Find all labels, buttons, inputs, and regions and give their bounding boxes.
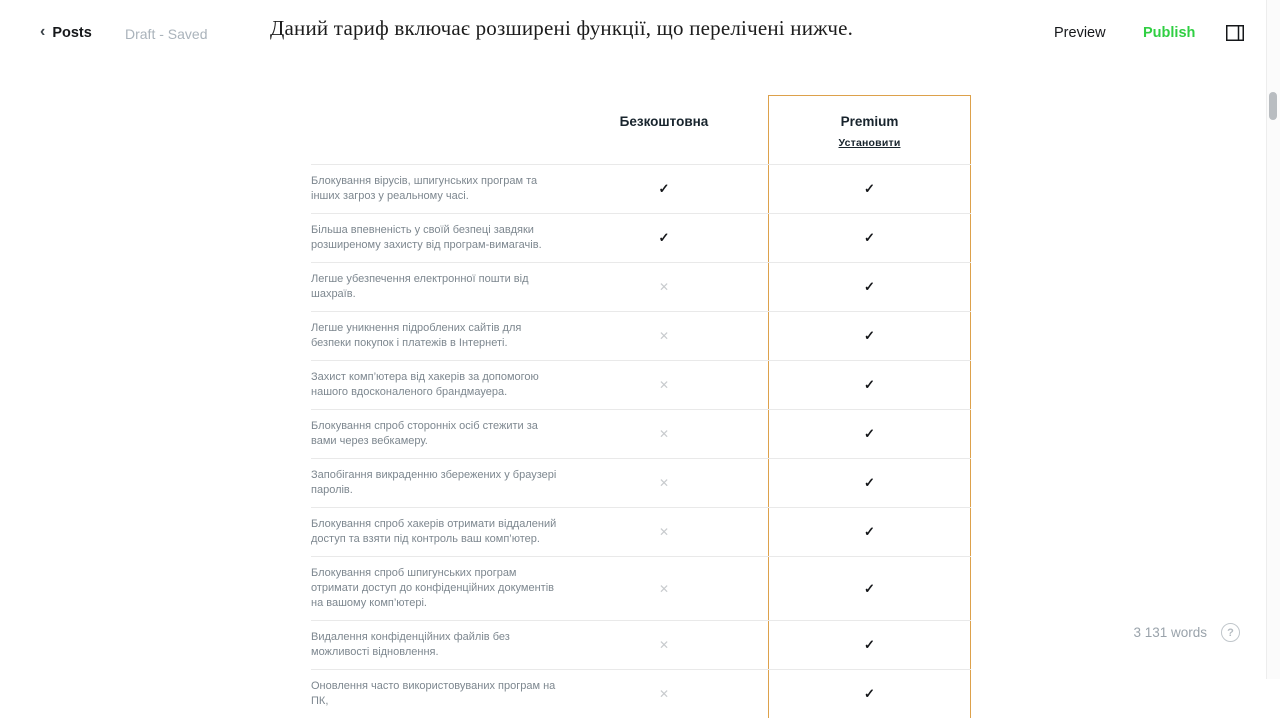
feature-description: Оновлення часто використовуваних програм на ПК, (311, 680, 556, 707)
premium-column-header (768, 95, 971, 164)
free-plan-mark-icon: ✕ (658, 638, 670, 652)
draft-status: Draft - Saved (125, 26, 208, 42)
feature-description: Легше убезпечення електронної пошти від шахраїв. (311, 273, 529, 300)
feature-description: Більша впевненість у своїй безпеці завдяки розширеному захисту від програм-вимагачів. (311, 224, 542, 251)
premium-plan-mark-icon: ✓ (864, 686, 875, 701)
free-plan-mark-icon: ✕ (658, 329, 670, 343)
premium-plan-mark-icon: ✓ (864, 328, 875, 343)
premium-plan-cell (768, 621, 971, 669)
install-link[interactable]: Установити (838, 137, 901, 149)
premium-plan-cell (768, 263, 971, 311)
premium-plan-mark-icon: ✓ (864, 279, 875, 294)
free-plan-mark-icon: ✕ (658, 581, 670, 596)
feature-description: Блокування спроб сторонніх осіб стежити за вами через вебкамеру. (311, 420, 538, 447)
publish-button[interactable]: Publish (1143, 25, 1196, 41)
table-row (311, 213, 971, 262)
table-row (311, 507, 971, 556)
premium-plan-cell (768, 312, 971, 360)
premium-plan-cell (768, 410, 971, 458)
table-row (311, 669, 971, 718)
free-plan-cell (560, 410, 768, 458)
feature-description: Видалення конфіденційних файлів без можливості відновлення. (311, 631, 510, 658)
feature-description: Блокування спроб шпигунських програм отримати доступ до конфіденційних документів на вашому комп’ютері. (311, 567, 554, 609)
feature-description: Блокування спроб хакерів отримати віддалений доступ та взяти під контроль ваш комп’ютер. (311, 518, 557, 545)
premium-plan-cell (768, 670, 971, 718)
free-plan-cell (560, 670, 768, 718)
free-plan-mark-icon: ✕ (658, 427, 670, 441)
word-count: 3 131 words (1133, 625, 1207, 640)
plan-comparison-table (311, 95, 971, 718)
table-row (311, 262, 971, 311)
free-plan-cell (560, 165, 768, 213)
editor-topbar (0, 0, 1280, 66)
table-row (311, 620, 971, 669)
free-column-header: Безкоштовна (619, 114, 709, 129)
feature-rows (311, 164, 971, 718)
free-plan-mark-icon: ✕ (658, 687, 670, 701)
premium-plan-mark-icon: ✓ (864, 426, 875, 441)
free-plan-cell (560, 361, 768, 409)
free-plan-mark-icon: ✕ (658, 280, 670, 294)
premium-plan-cell (768, 214, 971, 262)
premium-plan-mark-icon: ✓ (864, 230, 875, 245)
preview-button[interactable]: Preview (1054, 25, 1106, 41)
settings-sidebar-toggle-button[interactable] (1226, 25, 1244, 41)
free-plan-mark-icon: ✕ (658, 525, 670, 539)
premium-plan-cell (768, 508, 971, 556)
free-plan-mark-icon: ✓ (658, 181, 670, 196)
table-row (311, 409, 971, 458)
premium-plan-mark-icon: ✓ (864, 475, 875, 490)
free-plan-mark-icon: ✕ (658, 476, 670, 490)
sidebar-panel-icon (1226, 25, 1244, 41)
premium-plan-cell (768, 557, 971, 620)
feature-column-header-empty (311, 95, 560, 164)
free-plan-cell (560, 621, 768, 669)
premium-plan-cell (768, 459, 971, 507)
premium-plan-mark-icon: ✓ (864, 580, 875, 596)
free-plan-cell (560, 557, 768, 620)
premium-column-title: Premium (840, 114, 899, 129)
premium-plan-mark-icon: ✓ (864, 524, 875, 539)
editor-footer (1133, 623, 1240, 642)
free-plan-cell (560, 459, 768, 507)
table-header-row (311, 95, 971, 164)
premium-plan-cell (768, 361, 971, 409)
back-to-posts-link[interactable] (40, 25, 92, 41)
feature-description: Захист комп’ютера від хакерів за допомогою нашого вдосконаленого брандмауера. (311, 371, 539, 398)
premium-plan-mark-icon: ✓ (864, 377, 875, 392)
table-row (311, 164, 971, 213)
table-row (311, 360, 971, 409)
table-row (311, 556, 971, 620)
chevron-left-icon: ‹ (40, 23, 46, 40)
premium-plan-mark-icon: ✓ (864, 637, 875, 652)
post-title-text[interactable]: Даний тариф включає розширені функції, що перелічені нижче. (270, 16, 854, 40)
premium-plan-cell (768, 165, 971, 213)
scrollbar-thumb[interactable] (1269, 92, 1277, 120)
feature-description: Легше уникнення підроблених сайтів для безпеки покупок і платежів в Інтернеті. (311, 322, 522, 349)
help-icon[interactable]: ? (1221, 623, 1240, 642)
free-plan-cell (560, 508, 768, 556)
scrollbar-track[interactable] (1266, 0, 1280, 679)
free-plan-cell (560, 312, 768, 360)
free-plan-mark-icon: ✕ (658, 378, 670, 392)
feature-description: Блокування вірусів, шпигунських програм та інших загроз у реальному часі. (311, 175, 538, 202)
free-plan-mark-icon: ✓ (658, 230, 670, 245)
back-to-posts-label: Posts (52, 25, 92, 41)
free-plan-cell (560, 263, 768, 311)
table-row (311, 311, 971, 360)
free-plan-cell (560, 214, 768, 262)
premium-plan-mark-icon: ✓ (864, 181, 875, 196)
feature-description: Запобігання викраденню збережених у браузері паролів. (311, 469, 557, 496)
table-row (311, 458, 971, 507)
